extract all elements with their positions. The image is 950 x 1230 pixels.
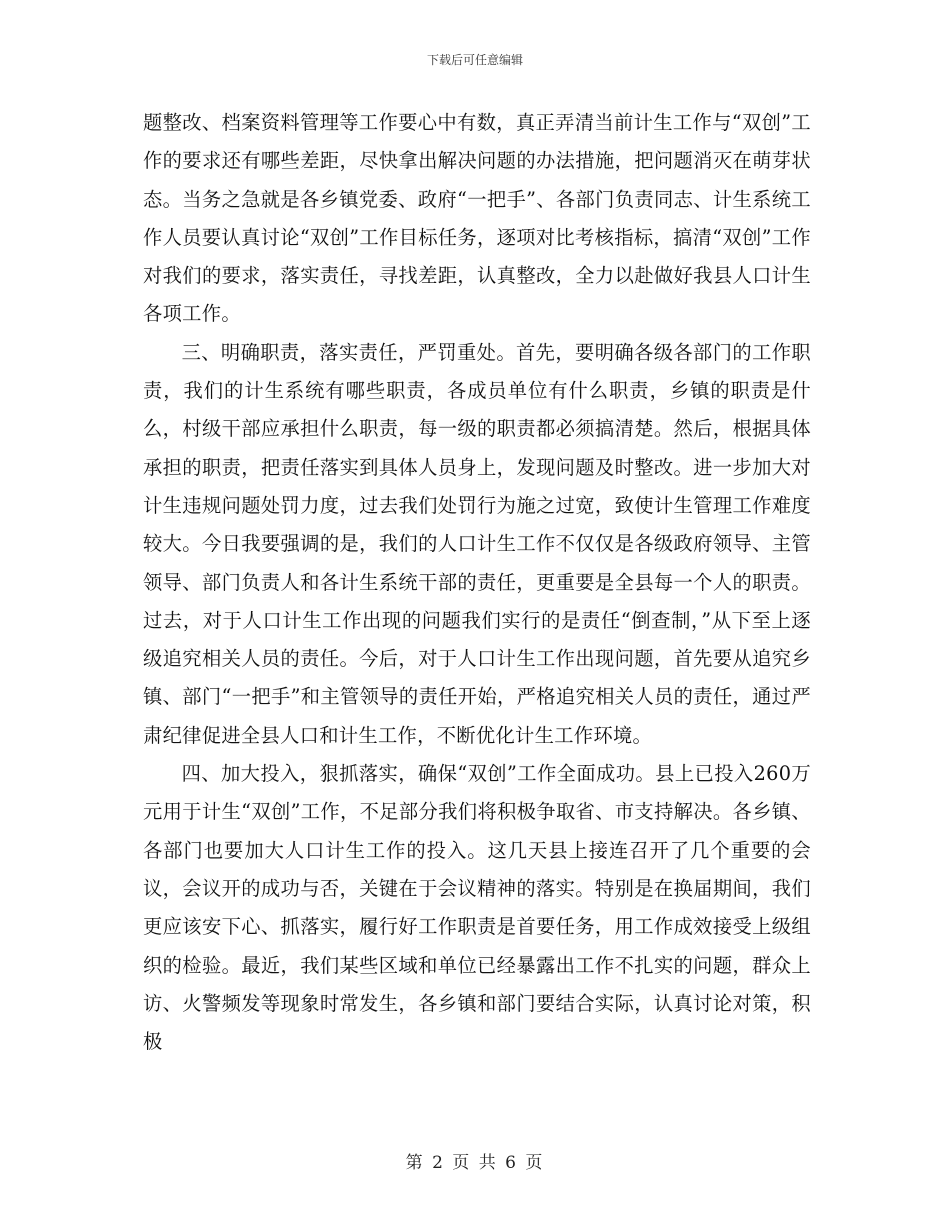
paragraph-3: 四、加大投入，狠抓落实，确保“双创”工作全面成功。县上已投入260万元用于计生“双创”工作，不足部分我们将积极争取省、市支持解决。各乡镇、各部门也要加大人口计生工作的投入。这几天县上接连召开了几个重要的会议，会议开的成功与否，关键在于会议精神的落实。特别是在换届期间，我们更应该安下心、抓落实，履行好工作职责是首要任务，用工作成效接受上级组织的检验。最近，我们某些区域和单位已经暴露出工作不扎实的问题，群众上访、火警频发等现象时常发生，各乡镇和部门要结合实际，认真讨论对策，积极 (143, 762, 811, 1054)
paragraph-1: 题整改、档案资料管理等工作要心中有数，真正弄清当前计生工作与“双创”工作的要求还有哪些差距，尽快拿出解决问题的办法措施，把问题消灭在萌芽状态。当务之急就是各乡镇党委、政府“一把手”、各部门负责同志、计生系统工作人员要认真讨论“双创”工作目标任务，逐项对比考核指标，搞清“双创”工作对我们的要求，落实责任，寻找差距，认真整改，全力以赴做好我县人口计生各项工作。 (143, 111, 811, 326)
document-body (143, 104, 811, 1061)
page-number-footer: 第 2 页 共 6 页 (405, 1153, 545, 1173)
paragraph-2: 三、明确职责，落实责任，严罚重处。首先，要明确各级各部门的工作职责，我们的计生系统有哪些职责，各成员单位有什么职责，乡镇的职责是什么，村级干部应承担什么职责，每一级的职责都必须搞清楚。然后，根据具体承担的职责，把责任落实到具体人员身上，发现问题及时整改。进一步加大对计生违规问题处罚力度，过去我们处罚行为施之过宽，致使计生管理工作难度较大。今日我要强调的是，我们的人口计生工作不仅仅是各级政府领导、主管领导、部门负责人和各计生系统干部的责任，更重要是全县每一个人的职责。过去，对于人口计生工作出现的问题我们实行的是责任“倒查制，”从下至上逐级追究相关人员的责任。今后，对于人口计生工作出现问题，首先要从追究乡镇、部门“一把手”和主管领导的责任开始，严格追究相关人员的责任，通过严肃纪律促进全县人口和计生工作，不断优化计生工作环境。 (143, 340, 811, 747)
page-header: 下载后可任意编辑 (426, 53, 523, 67)
